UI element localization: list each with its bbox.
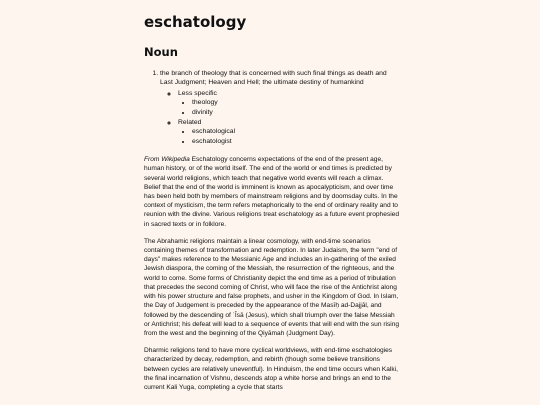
related-label: Related xyxy=(178,119,202,127)
sense-item xyxy=(160,69,400,146)
entry-content xyxy=(144,12,400,400)
less-specific-group xyxy=(178,89,400,117)
related-list xyxy=(178,127,400,146)
related-group xyxy=(178,118,400,146)
list-item xyxy=(192,98,400,107)
link-eschatological[interactable]: eschatological xyxy=(192,128,236,136)
sense-list xyxy=(144,69,400,146)
link-theology[interactable]: theology xyxy=(192,99,218,107)
wikipedia-paragraph-2: The Abrahamic religions maintain a linear cosmology, with end-time scenarios containing themes of transformation and redemption. In later Judaism, the term "end of days" makes reference to the Messianic Age and includes an in-gathering of the exiled Jewish diaspora, the coming of the Messiah, the resurrection of the righteous, and the world to come. Some forms of Christianity depict the end time as a period of tribulation that precedes the second coming of Christ, who will face the rise of the Antichrist along with his power structure and false prophets, and usher in the Kingdom of God. In Islam, the Day of Judgement is preceded by the appearance of the Masīḥ ad-Dajjāl, and followed by the descending of ʿĪsā (Jesus), which shall triumph over the false Messiah or Antichrist; his defeat will lead to a sequence of events that will end with the sun rising from the west and the beginning of the Qiyāmah (Judgment Day). xyxy=(144,237,400,337)
wikipedia-paragraph-1 xyxy=(144,155,400,229)
link-divinity[interactable]: divinity xyxy=(192,108,213,116)
source-label: From Wikipedia xyxy=(144,156,190,164)
headword: eschatology xyxy=(144,13,247,31)
link-eschatologist[interactable]: eschatologist xyxy=(192,137,232,145)
list-item xyxy=(192,137,400,146)
list-item xyxy=(192,108,400,117)
less-specific-label: Less specific xyxy=(178,89,217,97)
wikipedia-paragraph-3: Dharmic religions tend to have more cyclical worldviews, with end-time eschatologies characterized by decay, redemption, and rebirth (though some believe transitions between cycles are relatively uneventful). In Hinduism, the end time occurs when Kalki, the final incarnation of Vishnu, descends atop a white horse and brings an end to the current Kali Yuga, completing a cycle that starts xyxy=(144,347,398,391)
sense-definition: the branch of theology that is concerned with such final things as death and Last Judgment; Heaven and Hell; the ultimate destiny of humankind xyxy=(160,70,387,87)
relation-groups xyxy=(160,89,400,146)
list-item xyxy=(192,127,400,136)
part-of-speech-heading: Noun xyxy=(144,45,178,59)
paragraph-text: Eschatology concerns expectations of the end of the present age, human history, or of the world itself. The end of the world or end times is predicted by several world religions, which teach that negative world events will reach a climax. Belief that the end of the world is imminent is known as apocalypticism, and over time has been held both by members of mainstream religions and by doomsday cults. In the context of mysticism, the term refers metaphorically to the end of ordinary reality and to reunion with the divine. Various religions treat eschatology as a future event prophesied in sacred texts or in folklore. xyxy=(144,156,399,228)
less-specific-list xyxy=(178,98,400,117)
